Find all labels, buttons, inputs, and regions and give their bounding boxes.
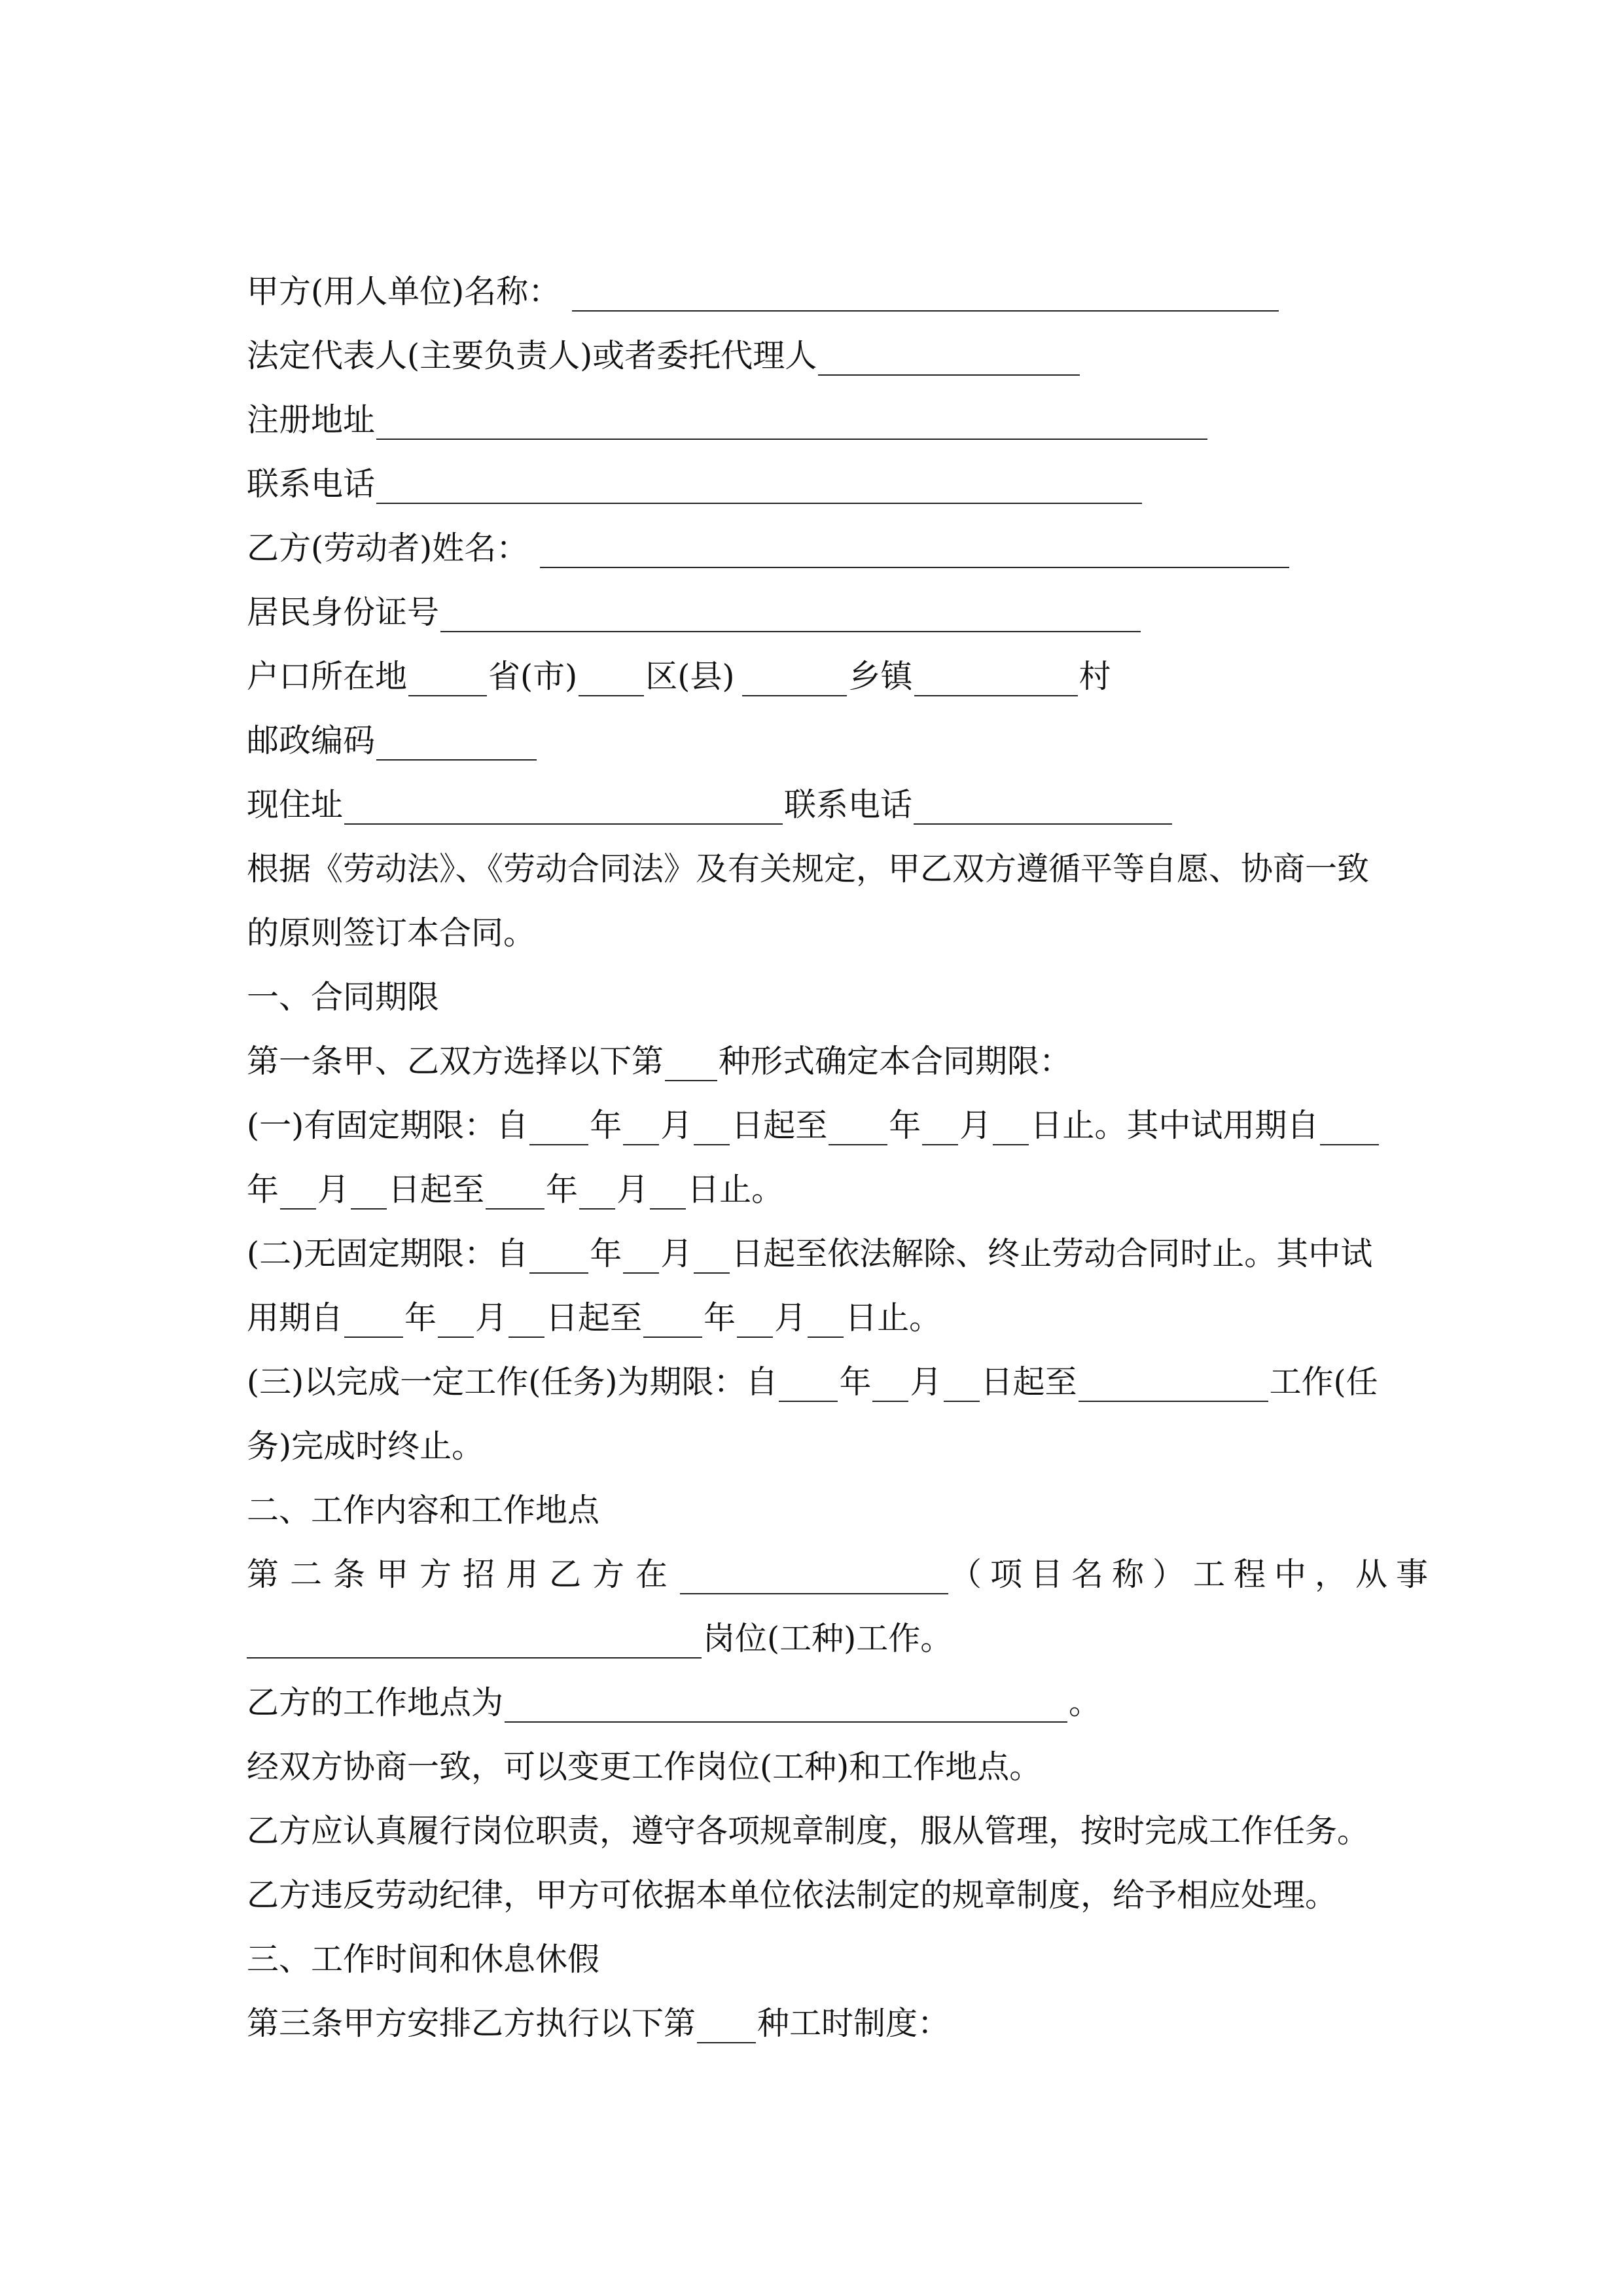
postcode-blank[interactable] bbox=[376, 729, 537, 761]
party-a-label: 甲方(用人单位)名称： bbox=[247, 273, 561, 310]
discipline-text: 乙方违反劳动纪律，甲方可依据本单位依法制定的规章制度，给予相应处理。 bbox=[247, 1876, 1338, 1914]
discipline-row bbox=[247, 1876, 1337, 1915]
position-blank[interactable] bbox=[247, 1627, 702, 1659]
legal-rep-label: 法定代表人(主要负责人)或者委托代理人 bbox=[247, 337, 817, 374]
hukou-village-blank[interactable] bbox=[914, 665, 1078, 696]
phone-b-blank[interactable] bbox=[914, 793, 1172, 825]
year-label: 年 bbox=[546, 1171, 579, 1208]
open-trial-label: 用期自 bbox=[247, 1299, 344, 1336]
task-name-blank[interactable] bbox=[1079, 1371, 1268, 1402]
party-b-label: 乙方(劳动者)姓名： bbox=[247, 529, 529, 567]
task-start-year-blank[interactable] bbox=[779, 1371, 838, 1402]
section-3-heading: 三、工作时间和休息休假 bbox=[247, 1941, 600, 1978]
open-trial-start-year-blank[interactable] bbox=[344, 1306, 403, 1338]
work-location-blank[interactable] bbox=[505, 1691, 1067, 1723]
open-trial-end-month-blank[interactable] bbox=[737, 1306, 773, 1338]
trial-end-day-blank[interactable] bbox=[650, 1178, 686, 1210]
reg-address-blank[interactable] bbox=[376, 408, 1207, 440]
task-term-row-1 bbox=[247, 1363, 1378, 1402]
day-start-label: 日起至 bbox=[546, 1299, 643, 1336]
reg-address-row bbox=[247, 401, 1209, 440]
month-label: 月 bbox=[660, 1235, 693, 1272]
id-number-blank[interactable] bbox=[440, 601, 1141, 632]
id-label: 居民身份证号 bbox=[247, 594, 440, 631]
year-label: 年 bbox=[889, 1107, 921, 1144]
article-3-row bbox=[247, 2004, 950, 2043]
phone-b-label: 联系电话 bbox=[784, 786, 913, 823]
postcode-row bbox=[247, 721, 538, 761]
section-1-title bbox=[247, 978, 439, 1017]
section-3-title bbox=[247, 1940, 599, 1979]
current-address-row bbox=[247, 785, 1173, 825]
year-label: 年 bbox=[590, 1235, 622, 1272]
trial-end-month-blank[interactable] bbox=[579, 1178, 615, 1210]
work-location-row bbox=[247, 1683, 1101, 1723]
fixed-term-row-1 bbox=[247, 1106, 1380, 1145]
hukou-town-label: 乡镇 bbox=[848, 658, 913, 695]
legal-rep-blank[interactable] bbox=[818, 344, 1080, 376]
day-start-label: 日起至 bbox=[980, 1363, 1077, 1401]
day-end-label: 日止。 bbox=[687, 1171, 784, 1208]
work-location-end: 。 bbox=[1069, 1684, 1101, 1721]
hukou-province-blank[interactable] bbox=[408, 665, 487, 696]
term-type-blank[interactable] bbox=[665, 1050, 717, 1081]
task-start-day-blank[interactable] bbox=[944, 1371, 980, 1402]
task-term-end-text: 务)完成时终止。 bbox=[247, 1427, 484, 1465]
duties-text: 乙方应认真履行岗位职责，遵守各项规章制度，服从管理，按时完成工作任务。 bbox=[247, 1812, 1370, 1850]
hukou-district-blank[interactable] bbox=[579, 665, 644, 696]
postcode-label: 邮政编码 bbox=[247, 722, 376, 759]
duties-row bbox=[247, 1812, 1369, 1851]
open-start-day-blank[interactable] bbox=[694, 1242, 730, 1274]
change-text: 经双方协商一致，可以变更工作岗位(工种)和工作地点。 bbox=[247, 1748, 1042, 1785]
current-address-label: 现住址 bbox=[247, 786, 344, 823]
year-label: 年 bbox=[704, 1299, 736, 1336]
month-label: 月 bbox=[475, 1299, 508, 1336]
hukou-district-label: 区(县) bbox=[645, 658, 735, 695]
fixed-end-month-blank[interactable] bbox=[922, 1114, 958, 1145]
task-term-row-2 bbox=[247, 1427, 484, 1466]
party-b-name-blank[interactable] bbox=[540, 537, 1289, 568]
id-number-row bbox=[247, 593, 1142, 632]
fixed-start-month-blank[interactable] bbox=[623, 1114, 659, 1145]
year-label: 年 bbox=[404, 1299, 437, 1336]
month-label: 月 bbox=[317, 1171, 350, 1208]
article-2-row-1 bbox=[247, 1555, 1436, 1594]
month-label: 月 bbox=[959, 1107, 992, 1144]
phone-a-blank[interactable] bbox=[376, 473, 1142, 504]
open-start-year-blank[interactable] bbox=[529, 1242, 588, 1274]
article-1-text-b: 种形式确定本合同期限： bbox=[719, 1043, 1072, 1080]
open-trial-start-month-blank[interactable] bbox=[438, 1306, 474, 1338]
article-1-row bbox=[247, 1042, 1071, 1081]
article-2-text-b: （项目名称）工程中，从事 bbox=[950, 1556, 1437, 1593]
month-label: 月 bbox=[616, 1171, 649, 1208]
article-2-text-a: 第二条甲方招用乙方在 bbox=[247, 1556, 679, 1593]
party-b-name-row bbox=[247, 529, 1291, 568]
open-trial-start-day-blank[interactable] bbox=[508, 1306, 544, 1338]
year-label: 年 bbox=[247, 1171, 279, 1208]
open-term-label: (二)无固定期限：自 bbox=[247, 1235, 529, 1272]
day-end-label: 日止。 bbox=[845, 1299, 942, 1336]
article-3-text-b: 种工时制度： bbox=[757, 2005, 950, 2042]
hukou-province-label: 省(市) bbox=[488, 658, 578, 695]
preamble-text-2: 的原则签订本合同。 bbox=[247, 914, 536, 952]
year-label: 年 bbox=[590, 1107, 622, 1144]
fixed-mid-label: 日起至 bbox=[731, 1107, 828, 1144]
reg-address-label: 注册地址 bbox=[247, 401, 376, 439]
project-name-blank[interactable] bbox=[680, 1563, 948, 1594]
open-mid-label: 日起至依法解除、终止劳动合同时止。其中试 bbox=[731, 1235, 1373, 1272]
article-2-row-2 bbox=[247, 1619, 952, 1659]
party-a-name-blank[interactable] bbox=[572, 280, 1279, 312]
fixed-start-year-blank[interactable] bbox=[529, 1114, 588, 1145]
fixed-term-row-2 bbox=[247, 1170, 783, 1210]
legal-rep-row bbox=[247, 336, 1081, 376]
month-label: 月 bbox=[774, 1299, 807, 1336]
phone-a-label: 联系电话 bbox=[247, 465, 376, 503]
trial-start-year-blank[interactable] bbox=[1320, 1114, 1379, 1145]
month-label: 月 bbox=[660, 1107, 693, 1144]
fixed-end-year-blank[interactable] bbox=[829, 1114, 887, 1145]
change-row bbox=[247, 1748, 1041, 1787]
open-term-row-2 bbox=[247, 1299, 941, 1338]
work-location-label: 乙方的工作地点为 bbox=[247, 1684, 504, 1721]
open-trial-end-day-blank[interactable] bbox=[808, 1306, 844, 1338]
task-term-label: (三)以完成一定工作(任务)为期限：自 bbox=[247, 1363, 778, 1401]
day-start-label: 日起至 bbox=[388, 1171, 485, 1208]
article-3-text-a: 第三条甲方安排乙方执行以下第 bbox=[247, 2005, 696, 2042]
article-2-line-2: 岗位(工种)工作。 bbox=[703, 1620, 953, 1657]
article-1-text-a: 第一条甲、乙双方选择以下第 bbox=[247, 1043, 664, 1080]
preamble-line-1 bbox=[247, 850, 1369, 889]
preamble-text-1: 根据《劳动法》、《劳动合同法》及有关规定，甲乙双方遵循平等自愿、协商一致 bbox=[247, 850, 1370, 888]
hukou-label: 户口所在地 bbox=[247, 658, 408, 695]
hukou-town-blank[interactable] bbox=[742, 665, 847, 696]
party-a-name-row bbox=[247, 272, 1280, 312]
task-suffix-label: 工作(任 bbox=[1269, 1363, 1378, 1401]
hukou-village-label: 村 bbox=[1079, 658, 1111, 695]
phone-a-row bbox=[247, 465, 1143, 504]
open-term-row-1 bbox=[247, 1234, 1372, 1274]
hours-system-blank[interactable] bbox=[697, 2012, 756, 2043]
preamble-line-2 bbox=[247, 914, 535, 953]
fixed-term-label: (一)有固定期限：自 bbox=[247, 1107, 529, 1144]
fixed-start-day-blank[interactable] bbox=[694, 1114, 730, 1145]
fixed-trial-label: 日止。其中试用期自 bbox=[1030, 1107, 1319, 1144]
year-label: 年 bbox=[839, 1363, 872, 1401]
fixed-end-day-blank[interactable] bbox=[993, 1114, 1029, 1145]
open-trial-end-year-blank[interactable] bbox=[643, 1306, 702, 1338]
section-2-title bbox=[247, 1491, 599, 1530]
hukou-row bbox=[247, 657, 1111, 696]
trial-start-day-blank[interactable] bbox=[351, 1178, 387, 1210]
open-start-month-blank[interactable] bbox=[623, 1242, 659, 1274]
trial-start-month-blank[interactable] bbox=[280, 1178, 316, 1210]
section-2-heading: 二、工作内容和工作地点 bbox=[247, 1492, 600, 1529]
trial-end-year-blank[interactable] bbox=[486, 1178, 544, 1210]
task-start-month-blank[interactable] bbox=[872, 1371, 908, 1402]
current-address-blank[interactable] bbox=[344, 793, 783, 825]
month-label: 月 bbox=[910, 1363, 942, 1401]
section-1-heading: 一、合同期限 bbox=[247, 978, 440, 1016]
